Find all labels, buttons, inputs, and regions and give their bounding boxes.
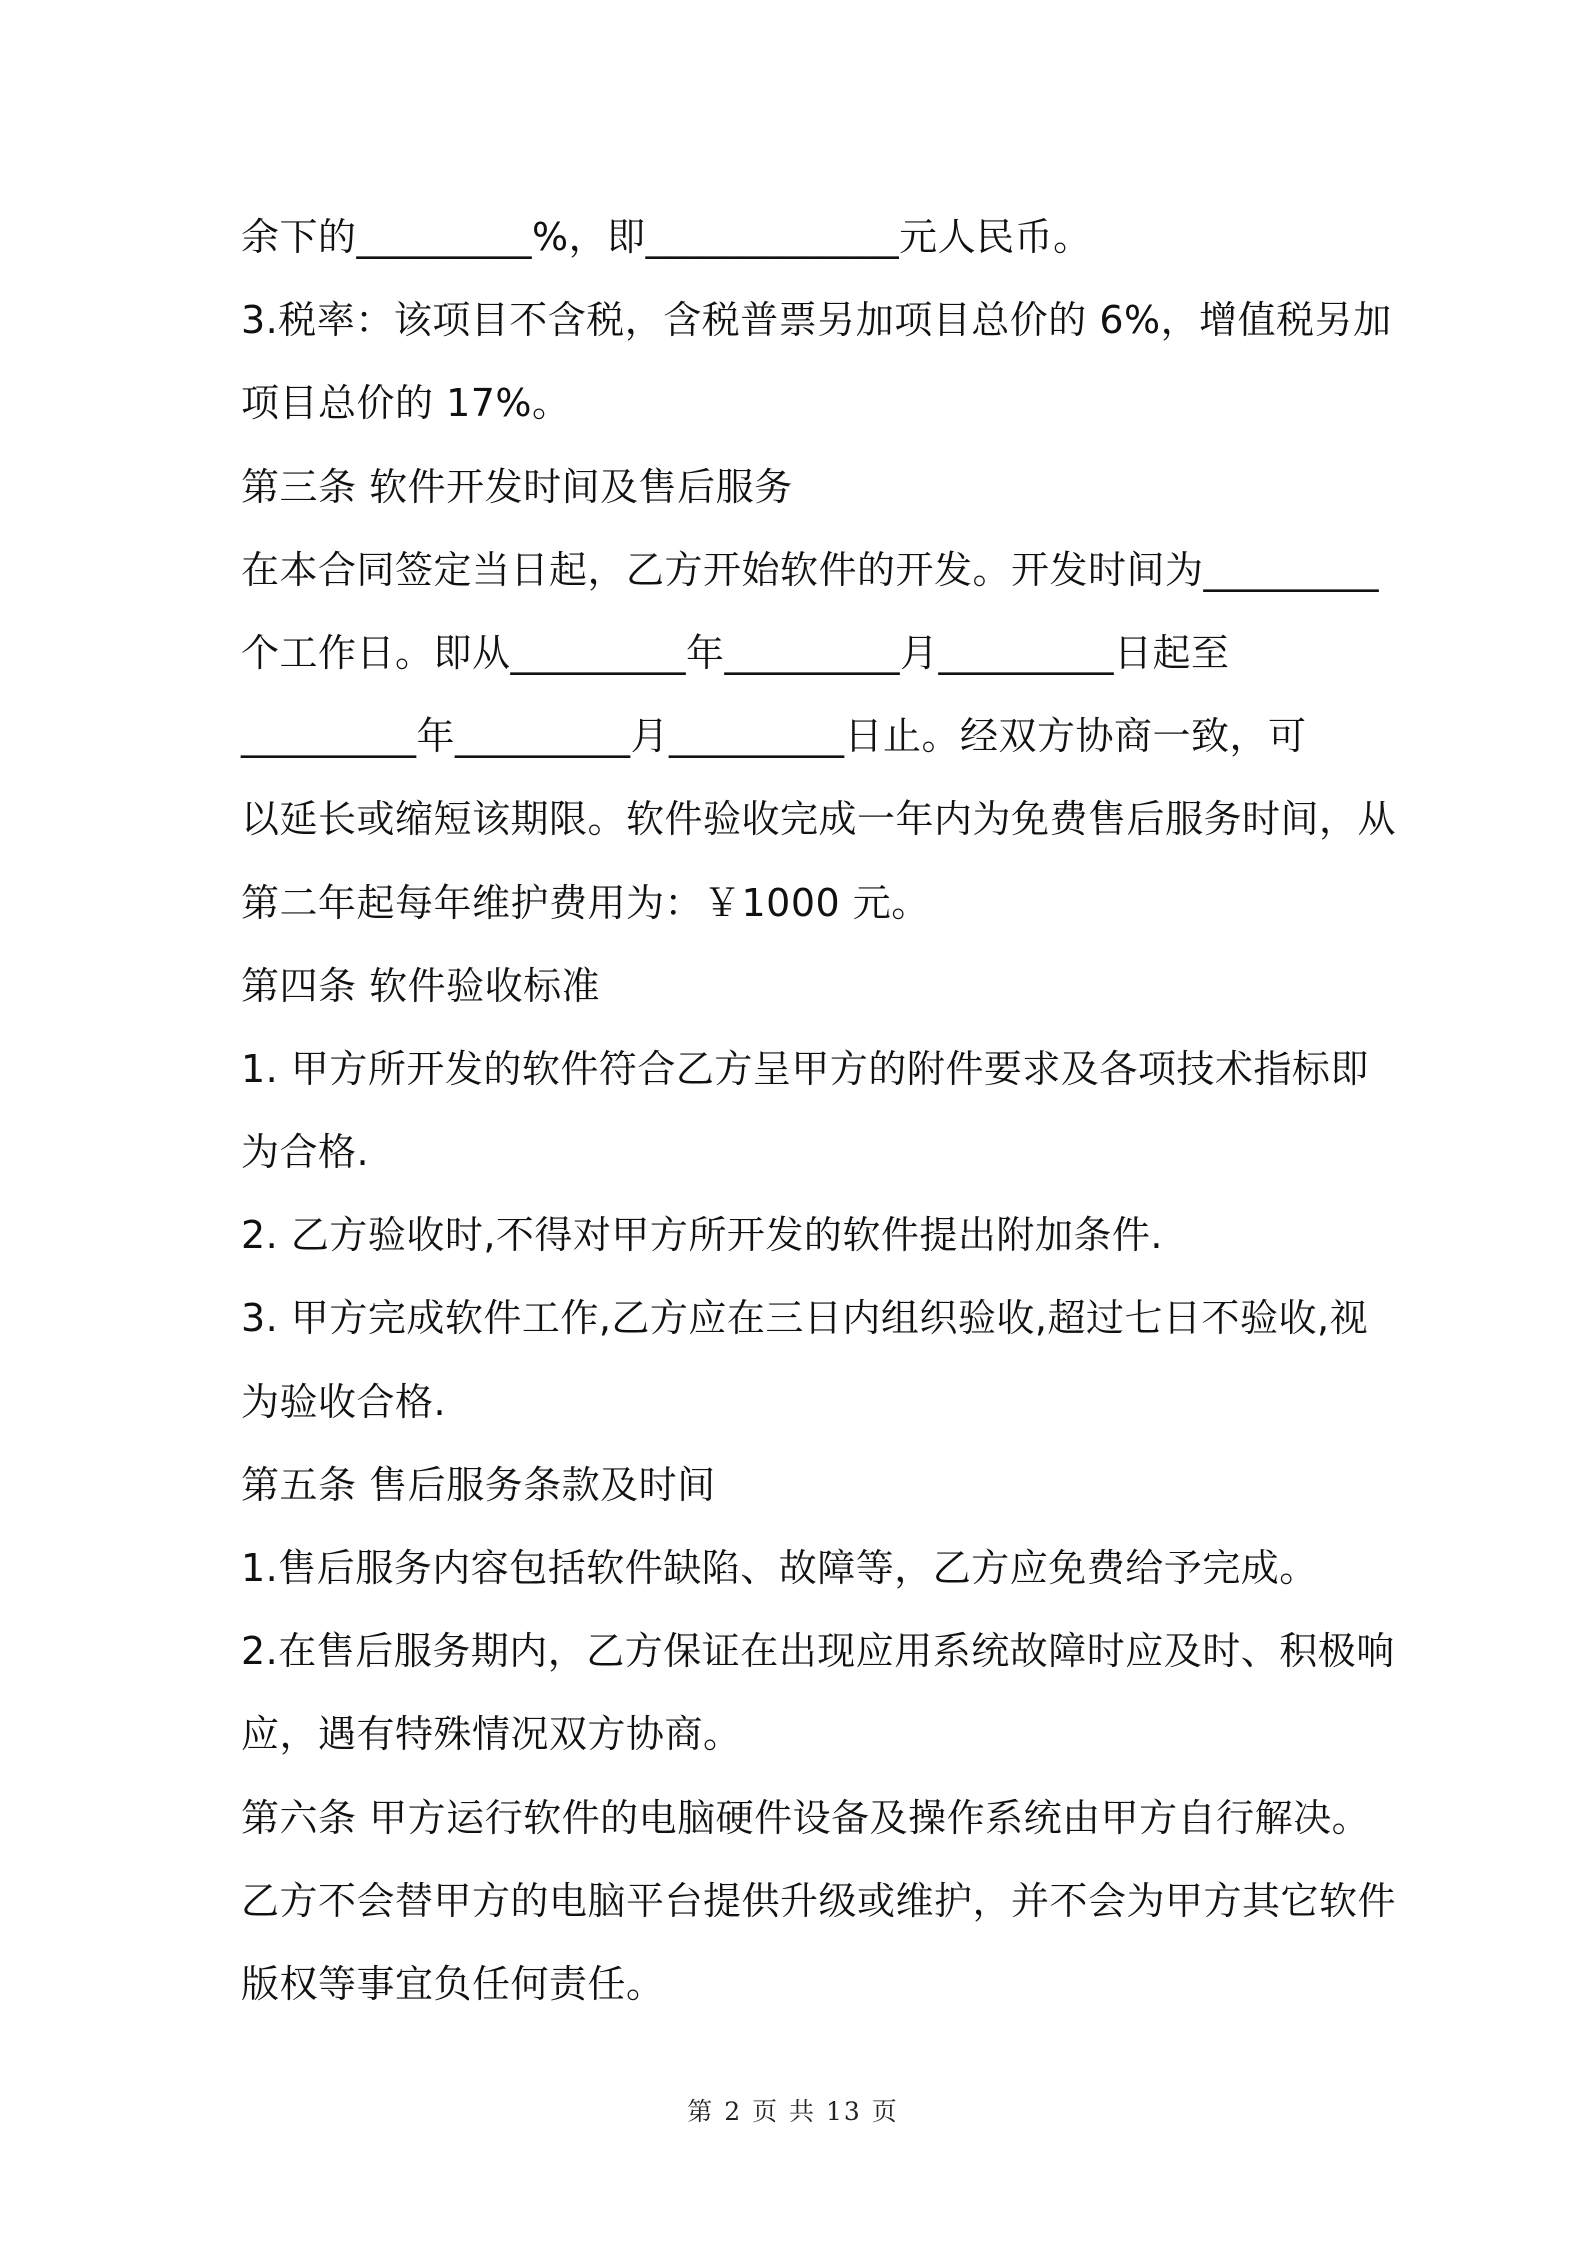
text-line: 2.在售后服务期内，乙方保证在出现应用系统故障时应及时、积极响 bbox=[241, 1629, 1395, 1674]
section-heading: 第五条 售后服务条款及时间 bbox=[241, 1462, 716, 1507]
text-line: 2. 乙方验收时,不得对甲方所开发的软件提出附加条件. bbox=[241, 1213, 1163, 1258]
text-line: 余下的_________%，即_____________元人民币。 bbox=[241, 215, 1092, 259]
text-line: 1.售后服务内容包括软件缺陷、故障等，乙方应免费给予完成。 bbox=[241, 1546, 1318, 1590]
text-line: _________年_________月_________日止。经双方协商一致，可 bbox=[241, 714, 1307, 759]
document-body bbox=[241, 196, 1397, 2026]
text-line: 第二年起每年维护费用为：￥1000 元。 bbox=[241, 880, 930, 925]
section-heading: 第六条 甲方运行软件的电脑硬件设备及操作系统由甲方自行解决。 bbox=[241, 1795, 1371, 1840]
text-line: 以延长或缩短该期限。软件验收完成一年内为免费售后服务时间，从 bbox=[241, 797, 1397, 842]
text-line: 为合格. bbox=[241, 1130, 370, 1175]
section-heading: 第三条 软件开发时间及售后服务 bbox=[241, 464, 793, 509]
text-line: 3. 甲方完成软件工作,乙方应在三日内组织验收,超过七日不验收,视 bbox=[241, 1296, 1369, 1341]
text-line: 个工作日。即从_________年_________月_________日起至 bbox=[241, 630, 1230, 675]
text-line: 应，遇有特殊情况双方协商。 bbox=[241, 1712, 742, 1757]
section-heading: 第四条 软件验收标准 bbox=[241, 963, 601, 1008]
text-line: 项目总价的 17%。 bbox=[241, 381, 571, 426]
text-line: 1. 甲方所开发的软件符合乙方呈甲方的附件要求及各项技术指标即 bbox=[241, 1046, 1369, 1091]
text-line: 为验收合格. bbox=[241, 1379, 447, 1424]
text-line: 3.税率：该项目不含税，含税普票另加项目总价的 6%，增值税另加 bbox=[241, 298, 1392, 343]
page-number-footer: 第 2 页 共 13 页 bbox=[687, 2097, 899, 2126]
text-line: 乙方不会替甲方的电脑平台提供升级或维护，并不会为甲方其它软件 bbox=[241, 1878, 1397, 1923]
text-line: 在本合同签定当日起，乙方开始软件的开发。开发时间为_________ bbox=[241, 547, 1380, 592]
text-line: 版权等事宜负任何责任。 bbox=[241, 1961, 665, 2006]
